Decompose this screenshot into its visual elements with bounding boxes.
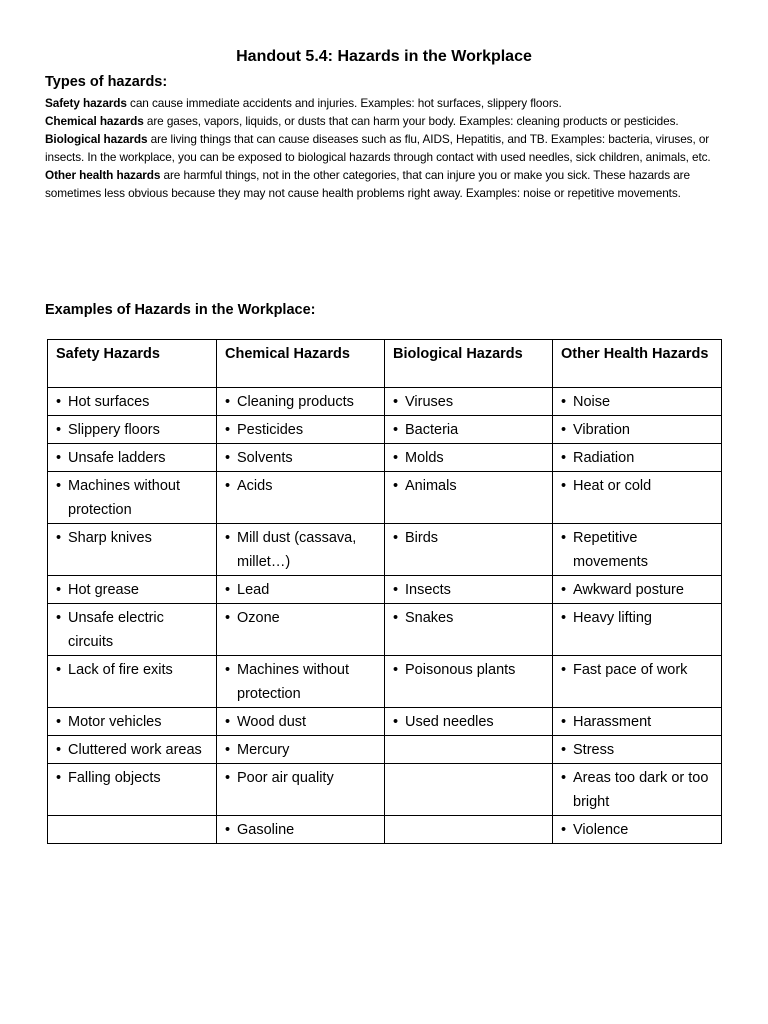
cell-text: Radiation [573,450,635,466]
table-cell [48,472,217,524]
table-row [48,416,722,444]
definition-text: are living things that can cause diseases such as flu, AIDS, Hepatitis, and TB. Examples: bacteria, viruses, or insects. In the workplace, you can be exposed to biological hazards through contact with used needles, sick children, animals, etc. [45,132,711,164]
definition-text: are harmful things, not in the other categories, that can injure you or make you sick. These hazards are sometimes less obvious because they may not cause health problems right away. Examples: noise or repetitive movements. [45,168,690,200]
bullet-icon: • [561,530,567,546]
bullet-icon: • [56,714,62,730]
table-row [48,708,722,736]
definition-term: Biological hazards [45,132,148,146]
table-cell [217,656,385,708]
table-cell [553,604,722,656]
cell-text: Unsafe ladders [68,450,166,466]
bullet-icon: • [225,662,231,678]
table-cell [48,388,217,416]
table-cell [48,604,217,656]
bullet-icon: • [225,610,231,626]
table-row [48,388,722,416]
table-cell [385,816,553,844]
bullet-icon: • [561,714,567,730]
cell-text: Snakes [405,610,454,626]
bullet-icon: • [225,478,231,494]
definition-chemical [45,112,730,130]
cell-text: Poisonous plants [405,662,516,678]
cell-text: Violence [573,822,629,838]
table-cell [553,444,722,472]
table-cell [217,444,385,472]
bullet-icon: • [225,770,231,786]
cell-text: Cluttered work areas [68,742,202,758]
table-cell [217,764,385,816]
table-row [48,816,722,844]
page-title: Handout 5.4: Hazards in the Workplace [236,48,532,65]
table-row [48,472,722,524]
table-row [48,764,722,816]
table-cell [553,524,722,576]
cell-text: Areas too dark or too bright [573,770,709,810]
bullet-icon: • [393,394,399,410]
cell-text: Birds [405,530,439,546]
table-cell [385,708,553,736]
cell-text: Gasoline [237,822,295,838]
cell-text: Hot grease [68,582,139,598]
cell-text: Unsafe electric circuits [68,610,164,650]
table-cell [385,604,553,656]
bullet-icon: • [56,478,62,494]
table-header-row [48,340,722,388]
table-cell [48,656,217,708]
bullet-icon: • [393,582,399,598]
bullet-icon: • [561,610,567,626]
cell-text: Sharp knives [68,530,152,546]
table-row [48,736,722,764]
table-cell [553,576,722,604]
table-cell [48,764,217,816]
bullet-icon: • [56,770,62,786]
cell-text: Insects [405,582,451,598]
cell-text: Mercury [237,742,290,758]
definition-safety [45,94,730,112]
definition-term: Other health hazards [45,168,161,182]
table-cell [385,416,553,444]
table-cell [385,524,553,576]
cell-text: Machines without protection [237,662,350,702]
table-cell [553,816,722,844]
cell-text: Falling objects [68,770,161,786]
table-cell [553,388,722,416]
table-cell [553,736,722,764]
table-cell [385,472,553,524]
table-row [48,524,722,576]
bullet-icon: • [225,582,231,598]
table-cell [48,444,217,472]
table-cell [385,736,553,764]
table-row [48,444,722,472]
table-cell [553,656,722,708]
cell-text: Solvents [237,450,293,466]
table-cell [48,524,217,576]
bullet-icon: • [56,742,62,758]
bullet-icon: • [561,742,567,758]
bullet-icon: • [561,662,567,678]
table-cell [217,524,385,576]
table-cell [385,444,553,472]
examples-heading: Examples of Hazards in the Workplace: [45,302,316,318]
cell-text: Fast pace of work [573,662,688,678]
cell-text: Machines without protection [68,478,181,518]
header-other-health-hazards: Other Health Hazards [553,340,722,388]
cell-text: Awkward posture [573,582,684,598]
definition-term: Safety hazards [45,96,127,110]
table-cell [217,388,385,416]
bullet-icon: • [225,422,231,438]
cell-text: Lead [237,582,270,598]
header-safety-hazards: Safety Hazards [48,340,217,388]
bullet-icon: • [225,714,231,730]
table-row [48,576,722,604]
bullet-icon: • [225,450,231,466]
bullet-icon: • [393,450,399,466]
cell-text: Slippery floors [68,422,160,438]
bullet-icon: • [56,530,62,546]
header-biological-hazards: Biological Hazards [385,340,553,388]
bullet-icon: • [225,742,231,758]
table-cell [48,576,217,604]
cell-text: Wood dust [237,714,307,730]
header-chemical-hazards: Chemical Hazards [217,340,385,388]
bullet-icon: • [561,422,567,438]
cell-text: Hot surfaces [68,394,150,410]
table-body [48,388,722,844]
cell-text: Viruses [405,394,454,410]
bullet-icon: • [56,582,62,598]
table-cell [385,764,553,816]
cell-text: Stress [573,742,615,758]
cell-text: Heat or cold [573,478,652,494]
table-cell [48,816,217,844]
cell-text: Molds [405,450,444,466]
cell-text: Bacteria [405,422,459,438]
cell-text: Harassment [573,714,652,730]
table-cell [553,708,722,736]
table-cell [48,416,217,444]
table-cell [385,388,553,416]
cell-text: Cleaning products [237,394,354,410]
cell-text: Lack of fire exits [68,662,173,678]
table-cell [217,576,385,604]
bullet-icon: • [561,394,567,410]
cell-text: Acids [237,478,273,494]
definition-text: can cause immediate accidents and injuries. Examples: hot surfaces, slippery floors. [126,96,562,110]
bullet-icon: • [561,478,567,494]
cell-text: Heavy lifting [573,610,652,626]
table-row [48,656,722,708]
cell-text: Animals [405,478,457,494]
bullet-icon: • [225,530,231,546]
hazard-definitions [45,94,730,202]
bullet-icon: • [393,422,399,438]
bullet-icon: • [393,610,399,626]
table-cell [48,736,217,764]
bullet-icon: • [225,822,231,838]
bullet-icon: • [56,394,62,410]
bullet-icon: • [393,662,399,678]
table-cell [553,472,722,524]
bullet-icon: • [56,662,62,678]
table-cell [385,656,553,708]
table-cell [217,816,385,844]
bullet-icon: • [561,770,567,786]
cell-text: Poor air quality [237,770,334,786]
bullet-icon: • [393,714,399,730]
cell-text: Repetitive movements [573,530,648,570]
cell-text: Noise [573,394,611,410]
cell-text: Ozone [237,610,280,626]
cell-text: Motor vehicles [68,714,162,730]
table-cell [217,736,385,764]
bullet-icon: • [56,450,62,466]
bullet-icon: • [561,582,567,598]
table-cell [553,764,722,816]
table-cell [217,472,385,524]
bullet-icon: • [56,422,62,438]
bullet-icon: • [561,822,567,838]
definition-other-health [45,166,730,202]
bullet-icon: • [393,530,399,546]
bullet-icon: • [56,610,62,626]
table-cell [48,708,217,736]
types-heading: Types of hazards: [45,74,168,90]
table-cell [217,416,385,444]
table-row [48,604,722,656]
cell-text: Pesticides [237,422,304,438]
table-cell [385,576,553,604]
cell-text: Used needles [405,714,494,730]
table-cell [217,708,385,736]
definition-text: are gases, vapors, liquids, or dusts that can harm your body. Examples: cleaning products or pesticides. [143,114,679,128]
cell-text: Mill dust (cassava, millet…) [237,530,357,570]
bullet-icon: • [561,450,567,466]
hazards-table [47,339,722,844]
table-cell [553,416,722,444]
bullet-icon: • [393,478,399,494]
definition-term: Chemical hazards [45,114,144,128]
table-cell [217,604,385,656]
definition-biological [45,130,730,166]
bullet-icon: • [225,394,231,410]
cell-text: Vibration [573,422,630,438]
